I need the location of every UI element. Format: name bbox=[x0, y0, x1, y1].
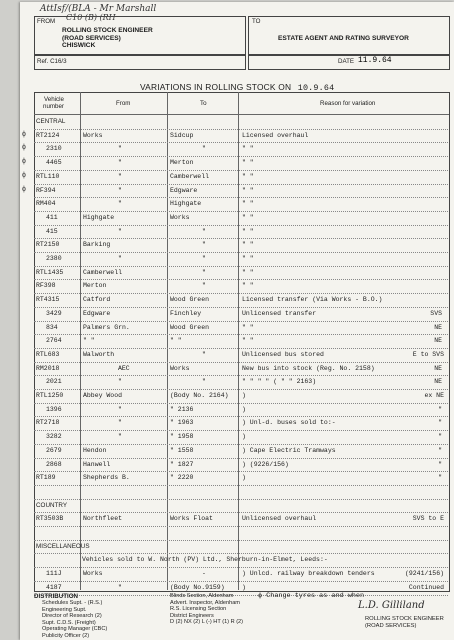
row-rule bbox=[34, 389, 448, 390]
vehicle-cell: 834 bbox=[46, 323, 58, 331]
to-cell: " " bbox=[170, 337, 182, 345]
reason-cell: " " bbox=[242, 241, 254, 249]
to-cell: " bbox=[202, 282, 206, 290]
reason-cell: ) bbox=[242, 474, 246, 482]
row-rule bbox=[34, 307, 448, 308]
reason-cell: " " bbox=[242, 145, 254, 153]
reason-cell: Unlicensed transfer bbox=[242, 309, 317, 317]
from-cell: Northfleet bbox=[83, 515, 123, 523]
reason-extra-cell: NE bbox=[434, 337, 442, 345]
vehicle-cell: RTL1435 bbox=[36, 268, 64, 276]
row-rule bbox=[34, 499, 448, 500]
to-cell: " bbox=[202, 241, 206, 249]
row-rule bbox=[34, 375, 448, 376]
row-rule bbox=[34, 362, 448, 363]
row-rule bbox=[34, 512, 448, 513]
signatory-title bbox=[365, 616, 444, 630]
tick-mark: ɸ bbox=[22, 171, 26, 179]
tyre-note: ɸ Change tyres as and when bbox=[258, 592, 365, 600]
reason-extra-cell: " bbox=[438, 460, 442, 468]
to-cell: Works bbox=[170, 213, 190, 221]
from-address bbox=[62, 27, 153, 50]
vehicle-cell: RF394 bbox=[36, 186, 56, 194]
signature: L.D. Gilliland bbox=[358, 600, 425, 611]
from-cell: " bbox=[118, 405, 122, 413]
row-rule bbox=[34, 430, 448, 431]
reason-cell: Unlicensed bus stored bbox=[242, 350, 324, 358]
vehicle-cell: 3429 bbox=[46, 309, 62, 317]
tick-mark: ɸ bbox=[22, 130, 26, 138]
reason-cell: ) Unlcd. railway breakdown tenders bbox=[242, 570, 375, 578]
to-cell: " 1963 bbox=[170, 419, 194, 427]
reason-extra-cell: E to SVS bbox=[412, 350, 444, 358]
vehicle-cell: RT4315 bbox=[36, 296, 60, 304]
to-cell: " 1558 bbox=[170, 446, 194, 454]
from-cell: Catford bbox=[83, 296, 111, 304]
vehicle-cell: 2310 bbox=[46, 145, 62, 153]
signatory-title-line: ROLLING STOCK ENGINEER bbox=[365, 616, 444, 622]
from-cell: AEC bbox=[118, 364, 130, 372]
from-cell: " bbox=[118, 145, 122, 153]
from-cell: Palmers Grn. bbox=[83, 323, 130, 331]
from-cell: " bbox=[118, 159, 122, 167]
row-rule bbox=[34, 142, 448, 143]
to-cell: Sidcup bbox=[170, 131, 194, 139]
distribution-item: Schedules Supt. - (R.S.) bbox=[42, 600, 103, 606]
date-label: DATE bbox=[338, 58, 355, 65]
title-date: 10.9.64 bbox=[297, 83, 335, 93]
reason-extra-cell: Continued bbox=[408, 583, 444, 591]
from-line: CHISWICK bbox=[62, 42, 96, 49]
reason-extra-cell: ex NE bbox=[424, 392, 444, 399]
vehicle-cell: 4465 bbox=[46, 159, 62, 167]
from-cell: " bbox=[118, 583, 122, 591]
from-line: ROLLING STOCK ENGINEER bbox=[62, 27, 153, 34]
to-cell: Finchley bbox=[170, 309, 202, 317]
reason-cell: " " bbox=[242, 337, 254, 345]
distribution-item: Publicity Officer (2) bbox=[42, 632, 90, 639]
reason-cell: " " bbox=[242, 227, 254, 235]
reason-cell: ) bbox=[242, 433, 246, 441]
to-cell: " 2136 bbox=[170, 405, 194, 413]
from-cell: Works bbox=[83, 131, 103, 139]
reason-cell: ) Cape Electric Tramways bbox=[242, 446, 336, 454]
row-rule bbox=[34, 225, 448, 226]
distribution-item: Operating Manager (CBC) bbox=[42, 626, 108, 632]
row-rule bbox=[34, 293, 448, 294]
date-value: 11.9.64 bbox=[358, 56, 392, 65]
from-cell: Works bbox=[83, 570, 103, 578]
to-cell: Edgware bbox=[170, 186, 198, 194]
reason-cell: " " bbox=[242, 172, 254, 180]
distribution-label: DISTRIBUTION bbox=[34, 593, 78, 600]
ref-label: Ref. C16/3 bbox=[37, 58, 67, 65]
vehicle-cell: 2679 bbox=[46, 446, 62, 454]
to-cell: - bbox=[202, 570, 206, 578]
row-rule bbox=[34, 211, 448, 212]
reason-cell: " " bbox=[242, 323, 254, 331]
vehicle-cell: 415 bbox=[46, 227, 58, 235]
reason-extra-cell: NE bbox=[434, 364, 442, 372]
reason-cell: Unlicensed overhaul bbox=[242, 515, 317, 523]
to-cell: Wood Green bbox=[170, 323, 210, 331]
vehicle-cell: 4187 bbox=[46, 583, 62, 591]
col-divider-3 bbox=[238, 92, 239, 590]
distribution-item: Blinds Section, Aldenham bbox=[170, 593, 234, 599]
reason-cell: ) (9226/156) bbox=[242, 460, 289, 468]
row-rule bbox=[34, 485, 448, 486]
from-cell: " bbox=[118, 200, 122, 208]
reason-cell: " " bbox=[242, 159, 254, 167]
vehicle-cell: 1396 bbox=[46, 405, 62, 413]
to-cell: " bbox=[202, 350, 206, 358]
row-rule bbox=[34, 279, 448, 280]
row-rule bbox=[34, 553, 448, 554]
to-cell: (Body No.9159) bbox=[170, 583, 225, 591]
to-cell: Works Float bbox=[170, 515, 213, 523]
row-rule bbox=[34, 581, 448, 582]
from-line: (ROAD SERVICES) bbox=[62, 34, 121, 42]
vehicle-cell: RT2150 bbox=[36, 241, 60, 249]
vehicle-cell: 3282 bbox=[46, 433, 62, 441]
vehicle-cell: 2380 bbox=[46, 255, 62, 262]
to-cell: Camberwell bbox=[170, 172, 210, 180]
from-cell: " bbox=[118, 227, 122, 235]
table-row-wide: Vehicles sold to W. North (PV) Ltd., Sherburn-in-Elmet, Leeds:- bbox=[82, 556, 328, 564]
vehicle-cell: RM404 bbox=[36, 200, 56, 208]
reason-extra-cell: SVS bbox=[430, 309, 442, 317]
vehicle-cell: 2764 bbox=[46, 337, 62, 345]
vehicle-cell: RT189 bbox=[36, 474, 56, 482]
row-rule bbox=[34, 471, 448, 472]
reason-cell: " " bbox=[242, 213, 254, 221]
row-rule bbox=[34, 321, 448, 322]
section-heading: COUNTRY bbox=[36, 501, 68, 509]
from-cell: Shepherds B. bbox=[83, 474, 130, 482]
distribution-item: Engineering Supt. bbox=[42, 606, 87, 613]
header-rule bbox=[34, 114, 449, 115]
to-cell: " bbox=[202, 255, 206, 262]
reason-cell: New bus into stock (Reg. No. 2158) bbox=[242, 364, 375, 372]
reason-extra-cell: SVS to E bbox=[412, 515, 444, 523]
to-cell: Wood Green bbox=[170, 296, 210, 304]
to-label: TO bbox=[252, 18, 261, 25]
from-cell: Camberwell bbox=[83, 268, 123, 276]
row-rule bbox=[34, 266, 448, 267]
from-cell: " bbox=[118, 378, 122, 386]
row-rule bbox=[34, 444, 448, 445]
to-recipient: ESTATE AGENT AND RATING SURVEYOR bbox=[278, 35, 409, 42]
from-cell: Abbey Wood bbox=[83, 392, 123, 399]
section-heading: CENTRAL bbox=[36, 118, 66, 125]
from-cell: Barking bbox=[83, 241, 111, 249]
from-cell: " bbox=[118, 433, 122, 441]
reason-cell: ) bbox=[242, 583, 246, 591]
vehicle-cell: RTL683 bbox=[36, 350, 60, 358]
vehicle-cell: RTL110 bbox=[36, 172, 60, 180]
row-rule bbox=[34, 184, 448, 185]
to-cell: " bbox=[202, 227, 206, 235]
from-cell: " bbox=[118, 419, 122, 427]
tick-mark: ɸ bbox=[22, 144, 26, 152]
to-cell: Works bbox=[170, 364, 190, 372]
row-rule bbox=[34, 348, 448, 349]
section-heading: MISCELLANEOUS bbox=[36, 542, 90, 550]
row-rule bbox=[34, 238, 448, 239]
row-rule bbox=[34, 458, 448, 459]
reason-cell: " " bbox=[242, 268, 254, 276]
row-rule bbox=[34, 567, 448, 568]
col-header-to: To bbox=[200, 100, 207, 107]
to-cell: Highgate bbox=[170, 200, 202, 208]
signatory-title-line: (ROAD SERVICES) bbox=[365, 623, 417, 629]
vehicle-cell: RM2018 bbox=[36, 364, 60, 372]
handwritten-note: AttIsf/(BLA - Mr Marshall bbox=[40, 4, 157, 14]
reason-cell: ) bbox=[242, 405, 246, 413]
from-cell: " bbox=[118, 255, 122, 262]
document-sheet bbox=[20, 2, 454, 640]
col-header-vehicle-1: Vehicle bbox=[44, 96, 64, 103]
col-header-from: From bbox=[116, 100, 131, 107]
to-cell: " bbox=[202, 378, 206, 386]
tick-mark: ɸ bbox=[22, 158, 26, 166]
reason-cell: " " bbox=[242, 255, 254, 262]
distribution-item: Advert. Inspector, Aldenham bbox=[170, 599, 240, 606]
reason-cell: " " bbox=[242, 282, 254, 290]
distribution-item: Director of Research (2) bbox=[42, 613, 102, 619]
reason-extra-cell: NE bbox=[434, 378, 442, 386]
reason-cell: Licensed overhaul bbox=[242, 131, 309, 139]
to-cell: " 1958 bbox=[170, 433, 194, 441]
vehicle-cell: 2868 bbox=[46, 460, 62, 468]
row-rule bbox=[34, 334, 448, 335]
reason-extra-cell: " bbox=[438, 405, 442, 413]
row-rule bbox=[34, 403, 448, 404]
vehicle-cell: RF398 bbox=[36, 282, 56, 290]
to-cell: (Body No. 2164) bbox=[170, 392, 229, 399]
vehicle-cell: RT3503B bbox=[36, 515, 64, 523]
from-cell: Highgate bbox=[83, 213, 115, 221]
row-rule bbox=[34, 156, 448, 157]
handwritten-subnote: C10 (B) (RH bbox=[66, 13, 116, 22]
from-cell: Walworth bbox=[83, 350, 115, 358]
reason-cell: ) bbox=[242, 392, 246, 399]
col-header-reason: Reason for variation bbox=[320, 100, 376, 107]
vehicle-cell: RT2718 bbox=[36, 419, 60, 427]
to-cell: " 1827 bbox=[170, 460, 194, 468]
col-divider-2 bbox=[167, 92, 168, 590]
distribution-item: District Engineers bbox=[170, 612, 214, 619]
to-cell: " bbox=[202, 145, 206, 153]
from-cell: " " bbox=[83, 337, 95, 345]
distribution-list-left bbox=[42, 600, 107, 639]
row-rule bbox=[34, 526, 448, 527]
reason-cell: " " " " ( " " 2163) bbox=[242, 378, 317, 386]
row-rule bbox=[34, 540, 448, 541]
row-rule bbox=[34, 416, 448, 417]
to-cell: " bbox=[202, 268, 206, 276]
from-cell: Merton bbox=[83, 282, 107, 290]
from-cell: Hendon bbox=[83, 446, 107, 454]
reason-cell: " " bbox=[242, 186, 254, 194]
vehicle-cell: 411 bbox=[46, 213, 58, 221]
from-cell: " bbox=[118, 186, 122, 194]
to-cell: Merton bbox=[170, 159, 194, 167]
tick-mark: ɸ bbox=[22, 185, 26, 193]
from-cell: " bbox=[118, 172, 122, 180]
from-cell: Edgware bbox=[83, 309, 111, 317]
reason-extra-cell: (9241/156) bbox=[404, 570, 444, 578]
vehicle-cell: 111J bbox=[46, 570, 62, 578]
to-cell: " 2220 bbox=[170, 474, 194, 482]
reason-cell: " " bbox=[242, 200, 254, 208]
reason-cell: Licensed transfer (Via Works - B.O.) bbox=[242, 296, 383, 304]
distribution-list-right bbox=[170, 593, 243, 626]
vehicle-cell: RTL1250 bbox=[36, 392, 64, 399]
reason-extra-cell: " bbox=[438, 419, 442, 427]
distribution-item: D (2) NX (2) L (-) HT (1) R (2) bbox=[170, 619, 244, 625]
title-text: VARIATIONS IN ROLLING STOCK ON bbox=[140, 82, 292, 92]
vehicle-cell: 2021 bbox=[46, 378, 62, 386]
distribution-item: R.S. Licensing Section bbox=[170, 606, 227, 612]
reason-cell: ) Unl-d. buses sold to:- bbox=[242, 419, 336, 427]
reason-extra-cell: NE bbox=[434, 323, 442, 331]
row-rule bbox=[34, 129, 448, 130]
reason-extra-cell: " bbox=[438, 446, 442, 454]
col-divider-1 bbox=[80, 92, 81, 590]
reason-extra-cell: " bbox=[438, 474, 442, 482]
row-rule bbox=[34, 170, 448, 171]
row-rule bbox=[34, 197, 448, 198]
vehicle-cell: RT2124 bbox=[36, 131, 60, 139]
reason-extra-cell: " bbox=[438, 433, 442, 441]
from-label: FROM bbox=[37, 18, 56, 25]
distribution-item: Supt. C.D.S. (Freight) bbox=[42, 619, 96, 626]
row-rule bbox=[34, 252, 448, 253]
col-header-vehicle-2: number bbox=[43, 103, 64, 110]
from-cell: Hanwell bbox=[83, 460, 111, 468]
